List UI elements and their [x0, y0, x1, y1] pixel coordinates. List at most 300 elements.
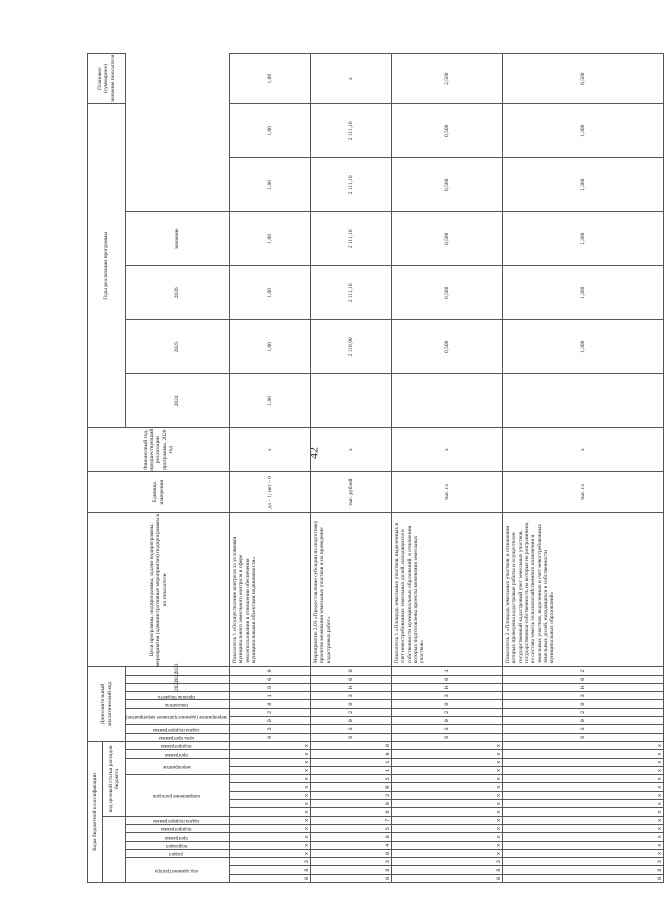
code-digit-text: 0	[494, 876, 502, 881]
add-code-digit	[311, 683, 392, 691]
code-digit-text: 9	[383, 752, 391, 756]
final-value	[311, 54, 392, 104]
code-digit-text: x	[302, 835, 310, 839]
budget-classifier-header	[88, 741, 103, 882]
add-code-digit	[311, 667, 392, 675]
code-digit-text: x	[494, 818, 502, 822]
code-digit-text: x	[494, 777, 502, 781]
code-digit	[230, 741, 311, 749]
ac-col-5	[126, 700, 230, 708]
code-digit-text: 0	[383, 851, 391, 856]
bc-col-2	[126, 841, 230, 849]
add-code-digit-text: 0	[346, 669, 354, 673]
bc-col-7	[126, 758, 230, 775]
bc-col-4	[126, 824, 230, 832]
code-digit	[392, 841, 503, 849]
cst-header-text: код целевой статьи расходов бюджета	[107, 745, 120, 813]
add-code-digit-text: 0	[346, 719, 354, 723]
year-value-2022	[311, 320, 392, 374]
code-digit	[392, 858, 503, 866]
year-value-2024-text: 1,00	[266, 234, 273, 244]
year-value-2024-text: 0,500	[443, 232, 450, 246]
final-sub-header-text: значение	[174, 228, 181, 250]
code-digit	[503, 750, 664, 758]
code-digit-text: x	[494, 826, 502, 831]
add-code-digit	[392, 667, 503, 675]
page-number: 42	[306, 447, 321, 459]
additional-code-header-text: Дополнительный аналитический код	[100, 681, 113, 727]
code-digit	[503, 800, 664, 808]
code-digit	[311, 766, 392, 774]
code-digit	[311, 783, 392, 791]
add-code-digit	[503, 700, 664, 708]
final-header-text: Плановое (суммарное) значение показателя	[97, 54, 116, 103]
code-digit-text: 8	[494, 868, 502, 872]
add-code-digit-text: H	[346, 685, 354, 690]
add-code-digit	[230, 667, 311, 675]
table-frame	[87, 53, 663, 883]
code-digit-text: x	[655, 843, 663, 847]
final-sub-header	[126, 212, 230, 266]
indicator-name-text: Мероприятие 2.03 «Предоставление субсидии на подготовку проектов межевания земельных участков и на проведение кадастровых работ»	[313, 520, 332, 664]
code-digit-text: x	[494, 760, 502, 764]
bc-col-7-text: мероприятие	[162, 764, 191, 770]
code-digit	[311, 866, 392, 874]
year-value-2023-text: 2 111,10	[347, 283, 354, 303]
code-digit	[392, 775, 503, 783]
year-value-2023	[503, 266, 664, 320]
code-digit	[311, 758, 392, 766]
code-digit	[311, 750, 392, 758]
add-code-digit-text: 2	[442, 710, 450, 715]
code-digit-text: x	[655, 777, 663, 781]
indicator-name-text: Показатель 1 «Осуществление контроля за условиями муниципального земельного контроля в сфере землепользования в отношении обеспечения муниципальными объектами недвижимости»	[232, 536, 257, 664]
code-digit-text: x	[655, 793, 663, 798]
code-digit-text: 0	[302, 876, 310, 881]
add-code-digit	[230, 683, 311, 691]
code-digit	[230, 816, 311, 824]
code-digit	[392, 874, 503, 882]
code-digit-text: x	[655, 802, 663, 806]
add-code-digit-text: 0	[442, 719, 450, 723]
bc-col-6	[126, 775, 230, 816]
year-value-2025	[503, 158, 664, 212]
bc-col-6-text: направление расходов	[152, 793, 200, 799]
add-code-digit	[503, 725, 664, 733]
add-code-digit	[311, 675, 392, 683]
year-2023	[126, 663, 230, 675]
year-2021-text: 2021	[174, 680, 181, 692]
year-value-2026	[503, 104, 664, 158]
add-code-digit-text: 8	[265, 685, 273, 690]
code-digit	[392, 766, 503, 774]
code-digit	[230, 841, 311, 849]
unit-cell-text: тыс. га	[579, 484, 586, 501]
add-code-digit	[392, 708, 503, 716]
add-code-digit	[230, 733, 311, 741]
bc-col-0-text: код администратора	[155, 867, 198, 873]
code-digit-text: 0	[383, 802, 391, 806]
ac-col-3-text: задача подпрограммы	[153, 726, 200, 732]
add-code-digit	[311, 725, 392, 733]
add-code-digit	[503, 683, 664, 691]
rotated-table-container	[87, 53, 663, 883]
year-value-2021-text: 1,00	[266, 396, 273, 406]
add-code-digit	[392, 725, 503, 733]
ac-col-1-text: подпрограмма	[161, 743, 192, 749]
code-digit	[230, 849, 311, 857]
code-digit	[230, 833, 311, 841]
base-year-cell-text: x	[579, 448, 586, 452]
add-code-digit	[311, 700, 392, 708]
add-code-digit-text: 0	[265, 702, 273, 706]
code-digit	[392, 741, 503, 749]
years-header-text: Годы реализации программы	[103, 231, 110, 300]
table-row	[311, 54, 392, 883]
code-digit-text: 4	[383, 843, 391, 847]
code-digit-text: x	[302, 743, 310, 748]
year-2026	[126, 266, 230, 320]
add-code-digit	[230, 692, 311, 700]
year-value-2022	[230, 320, 311, 374]
code-digit-text: 0	[655, 876, 663, 881]
year-value-2022	[392, 320, 503, 374]
code-digit	[503, 775, 664, 783]
code-digit-text: x	[302, 851, 310, 856]
code-digit	[311, 841, 392, 849]
code-digit	[392, 816, 503, 824]
year-2024-text: 2024	[174, 395, 181, 407]
final-value-text: 6,500	[579, 72, 586, 85]
year-value-2023-text: 1,300	[579, 286, 586, 300]
code-digit-text: 1	[383, 760, 391, 764]
code-digit	[230, 766, 311, 774]
code-digit-text: x	[655, 768, 663, 773]
year-value-2026	[392, 104, 503, 158]
year-value-2026	[311, 104, 392, 158]
bc-col-4-text: подпрограмма	[161, 826, 192, 832]
code-digit-text: x	[494, 851, 502, 856]
code-digit-text: 1	[383, 768, 391, 773]
year-value-2025-text: 1,300	[579, 178, 586, 192]
year-value-2023-text: 0,500	[443, 286, 450, 300]
code-digit	[311, 833, 392, 841]
add-code-digit-text: 6	[578, 735, 586, 739]
year-value-2024	[392, 212, 503, 266]
add-code-digit	[392, 675, 503, 683]
code-digit-text: x	[302, 785, 310, 789]
add-code-digit-text: 1	[265, 694, 273, 698]
code-digit-text: 3	[302, 860, 310, 864]
unit-cell	[311, 471, 392, 513]
add-code-digit-text: 9	[265, 669, 273, 673]
code-digit	[503, 874, 664, 882]
year-value-2026-text: 0,500	[443, 124, 450, 137]
add-code-digit-text: 2	[578, 710, 586, 715]
code-digit-text: 7	[383, 818, 391, 822]
year-value-2024-text: 1,300	[579, 232, 586, 246]
unit-cell	[503, 471, 664, 513]
base-year-header	[88, 428, 230, 472]
year-value-2026-text: 2 111,10	[347, 121, 354, 141]
code-digit-text: x	[302, 760, 310, 764]
base-year-cell	[230, 428, 311, 472]
code-digit	[230, 858, 311, 866]
code-digit-text: x	[302, 818, 310, 822]
year-value-2024	[503, 212, 664, 266]
years-header	[88, 104, 126, 428]
code-digit	[230, 750, 311, 758]
add-code-digit	[503, 717, 664, 725]
code-digit-text: x	[655, 785, 663, 789]
add-code-digit-text: 2	[265, 710, 273, 715]
bc-col-3-text: программа	[164, 834, 188, 840]
year-2026-text: 2026	[174, 287, 181, 299]
code-digit	[392, 783, 503, 791]
base-year-cell	[503, 428, 664, 472]
code-digit-text: x	[494, 768, 502, 773]
code-digit-text: x	[494, 785, 502, 789]
year-value-2022-text: 1,300	[579, 340, 586, 354]
code-digit	[392, 800, 503, 808]
code-digit	[503, 824, 664, 832]
code-digit-text: 6	[383, 810, 391, 814]
code-digit	[503, 866, 664, 874]
final-value	[230, 54, 311, 104]
year-value-2022	[503, 320, 664, 374]
indicator-name	[392, 513, 503, 667]
add-code-digit	[503, 708, 664, 716]
code-digit-text: 0	[383, 835, 391, 839]
code-digit-text: x	[655, 752, 663, 756]
year-value-2023	[311, 266, 392, 320]
add-code-digit	[311, 708, 392, 716]
add-code-digit-text: 1	[442, 669, 450, 673]
code-digit	[230, 874, 311, 882]
code-digit-text: x	[494, 793, 502, 798]
year-2024	[126, 374, 230, 428]
base-year-cell	[392, 428, 503, 472]
code-digit-text: 3	[383, 860, 391, 864]
add-code-digit-text: 3	[442, 727, 450, 731]
code-digit-text: x	[302, 793, 310, 798]
code-digit-text: x	[494, 752, 502, 756]
ac-col-0-text: программа	[164, 751, 188, 757]
unit-cell	[392, 471, 503, 513]
name-header	[88, 513, 230, 667]
final-value	[392, 54, 503, 104]
code-digit-text: 2	[383, 793, 391, 798]
code-digit	[392, 758, 503, 766]
code-digit-text: x	[494, 802, 502, 806]
code-digit	[311, 849, 392, 857]
code-digit	[230, 800, 311, 808]
code-digit-text: 0	[383, 743, 391, 748]
year-2022	[126, 671, 230, 683]
code-digit	[503, 741, 664, 749]
bc-col-1	[126, 849, 230, 857]
ac-col-6-text: признак бюджета	[157, 693, 195, 699]
table-row	[230, 54, 311, 883]
bc-col-3	[126, 833, 230, 841]
code-digit-text: x	[655, 818, 663, 822]
code-digit	[503, 808, 664, 816]
code-digit	[392, 866, 503, 874]
program-indicators-table	[87, 53, 664, 883]
add-code-digit-text: 0	[578, 677, 586, 681]
year-value-2024	[230, 212, 311, 266]
year-value-2024	[311, 212, 392, 266]
year-value-2023-text: 1,00	[266, 288, 273, 298]
code-digit	[392, 849, 503, 857]
code-digit-text: x	[494, 835, 502, 839]
year-2022-text: 2022	[174, 671, 181, 683]
ac-col-4	[126, 708, 230, 725]
indicator-name	[503, 513, 664, 667]
add-code-digit	[503, 692, 664, 700]
code-digit	[503, 816, 664, 824]
add-code-digit	[392, 683, 503, 691]
code-digit	[392, 833, 503, 841]
add-code-digit-text: 2	[346, 710, 354, 715]
final-value-text: x	[347, 77, 354, 81]
code-digit-text: 8	[655, 868, 663, 872]
code-digit-text: x	[655, 851, 663, 856]
add-code-digit-text: 0	[265, 719, 273, 723]
indicator-name	[230, 513, 311, 667]
add-code-digit-text: 6	[442, 735, 450, 739]
table-row	[392, 54, 503, 883]
add-code-digit	[503, 667, 664, 675]
table-row	[503, 54, 664, 883]
year-value-2026-text: 1,00	[266, 126, 273, 136]
code-digit	[311, 775, 392, 783]
unit-cell-text: да – 1; нет – 0	[266, 476, 273, 509]
ac-col-1	[126, 741, 230, 749]
add-code-digit-text: 2	[578, 669, 586, 673]
bc-col-0	[126, 858, 230, 883]
year-value-2022-text: 0,500	[443, 340, 450, 354]
code-digit	[311, 791, 392, 799]
code-digit	[503, 791, 664, 799]
ac-col-0	[126, 750, 230, 758]
code-digit-text: x	[655, 810, 663, 814]
unit-cell	[230, 471, 311, 513]
code-digit	[311, 824, 392, 832]
year-2025-text: 2025	[174, 341, 181, 353]
ac-col-2-text: цель программы	[158, 735, 194, 741]
code-digit	[311, 800, 392, 808]
year-value-2025-text: 1,00	[266, 180, 273, 190]
code-digit-text: 8	[302, 868, 310, 872]
year-value-2022-text: 2 110,90	[347, 337, 354, 357]
code-digit-text: x	[302, 826, 310, 831]
add-code-digit	[311, 733, 392, 741]
year-value-2025	[230, 158, 311, 212]
code-digit-text: x	[302, 810, 310, 814]
add-code-digit-text: 3	[442, 694, 450, 698]
base-year-cell-text: x	[347, 448, 354, 452]
add-code-digit-text: 0	[442, 677, 450, 681]
add-code-digit-text: H	[442, 685, 450, 690]
code-digit-text: x	[302, 777, 310, 781]
code-digit-text: 8	[383, 868, 391, 872]
base-year-cell-text: x	[266, 448, 273, 452]
code-digit-text: x	[302, 843, 310, 847]
year-value-2025-text: 0,500	[443, 178, 450, 192]
add-code-digit-text: 3	[578, 694, 586, 698]
base-year-cell-text: x	[443, 448, 450, 452]
add-code-digit-text: 0	[346, 677, 354, 681]
ac-col-3	[126, 725, 230, 733]
add-code-digit	[392, 733, 503, 741]
ac-col-2	[126, 733, 230, 741]
bc-spacer	[103, 816, 126, 882]
code-digit	[503, 833, 664, 841]
code-digit-text: x	[494, 743, 502, 748]
base-year-cell	[311, 428, 392, 472]
code-digit	[392, 824, 503, 832]
bc-col-5-text: задача подпрограммы	[153, 818, 200, 824]
add-code-digit	[230, 708, 311, 716]
code-digit	[230, 866, 311, 874]
add-code-digit	[503, 675, 664, 683]
code-digit-text: 0	[383, 876, 391, 881]
code-digit-text: x	[655, 826, 663, 831]
add-code-digit	[392, 717, 503, 725]
code-digit-text: x	[655, 760, 663, 764]
add-code-digit-text: 0	[578, 719, 586, 723]
year-value-2025	[392, 158, 503, 212]
code-digit	[311, 816, 392, 824]
add-code-digit-text: 0	[578, 702, 586, 706]
code-digit-text: x	[655, 743, 663, 748]
final-value-text: 2,500	[443, 72, 450, 85]
add-code-digit	[503, 733, 664, 741]
additional-code-header	[88, 667, 126, 742]
unit-header	[88, 471, 230, 513]
code-digit	[311, 808, 392, 816]
year-2023-text: 2023	[174, 663, 181, 675]
code-digit-text: 3	[655, 860, 663, 864]
add-code-digit-text: 0	[346, 702, 354, 706]
add-code-digit-text: 3	[346, 694, 354, 698]
code-digit-text: R	[383, 785, 391, 789]
indicator-name-text: Показатель 1 «Площадь земельных участков, выделенных в счет невостребованных земельных долей, находящихся в собственности муниципальных образований, в отношении которых подготовлены проекты межевания земельных участков»	[394, 522, 426, 664]
name-header-text: Цели программы, подпрограммы, задачи подпрограммы, мероприятия (административные мероприятия) подпрограммы и их показатели	[149, 513, 168, 667]
code-digit	[230, 775, 311, 783]
add-code-digit	[311, 692, 392, 700]
bc-col-5	[126, 816, 230, 824]
unit-cell-text: тыс. рублей	[347, 478, 354, 506]
add-code-digit	[230, 700, 311, 708]
year-value-2022-text: 1,00	[266, 342, 273, 352]
code-digit	[503, 841, 664, 849]
indicator-name-text: Показатель 2 «Площадь земельных участков, в отношении которых проведены кадастровые работы и осуществлен государственный кадастровый учет земельных участков, государственная собственность на которые не разграничена, из состава земель сельскохозяйственного назначения и земельных участков, выделенных в счет невостребованных земельных долей, находящихся в собственности муниципальных образований»	[505, 521, 556, 664]
code-digit	[503, 858, 664, 866]
add-code-digit	[392, 700, 503, 708]
code-digit-text: x	[494, 810, 502, 814]
year-value-2024-text: 2 111,10	[347, 229, 354, 249]
final-value	[503, 54, 664, 104]
year-value-2025-text: 2 111,10	[347, 175, 354, 195]
year-value-2023	[230, 266, 311, 320]
add-code-digit	[230, 725, 311, 733]
code-digit-text: 3	[494, 860, 502, 864]
add-code-digit	[392, 692, 503, 700]
year-value-2021	[230, 374, 311, 428]
ac-col-6	[126, 692, 230, 700]
